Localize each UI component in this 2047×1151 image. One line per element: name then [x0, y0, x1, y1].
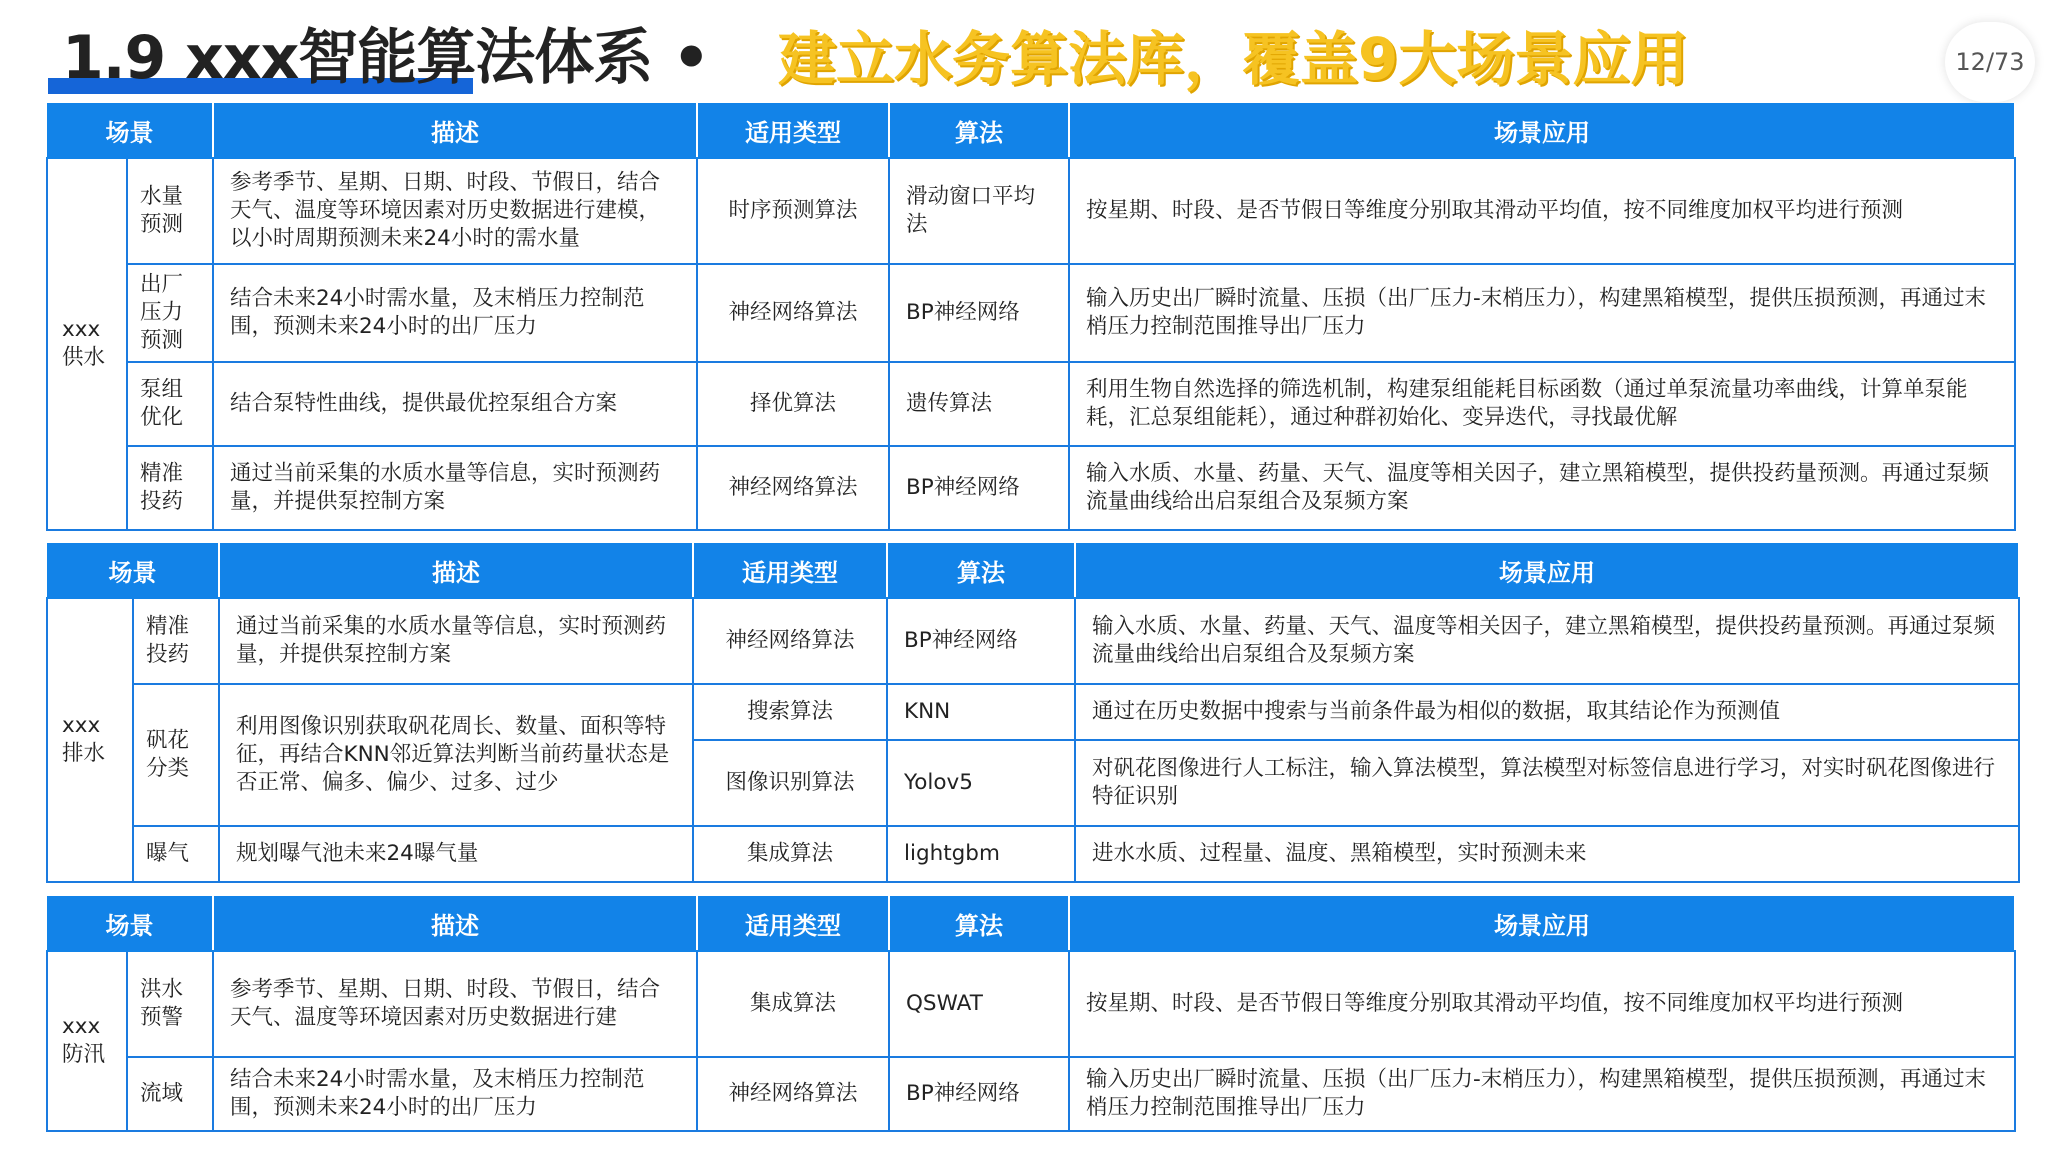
sub-scene: 水量预测 [127, 158, 213, 264]
desc-cell: 参考季节、星期、日期、时段、节假日，结合天气、温度等环境因素对历史数据进行建 [213, 951, 697, 1057]
sub-scene: 流域 [127, 1057, 213, 1131]
algo-cell: BP神经网络 [889, 264, 1069, 362]
sub-scene: 精准投药 [127, 446, 213, 530]
algo-cell: BP神经网络 [887, 598, 1075, 684]
sub-scene: 矾花分类 [133, 684, 219, 826]
page-number: 12/73 [1945, 22, 2035, 102]
desc-cell: 结合未来24小时需水量，及末梢压力控制范围，预测未来24小时的出厂压力 [213, 1057, 697, 1131]
table-water-supply [46, 103, 2016, 531]
type-cell: 时序预测算法 [697, 158, 889, 264]
type-cell: 图像识别算法 [693, 740, 887, 826]
desc-cell: 结合泵特性曲线，提供最优控泵组合方案 [213, 362, 697, 446]
sub-scene: 精准投药 [133, 598, 219, 684]
type-cell: 神经网络算法 [697, 1057, 889, 1131]
page-title: 1.9 xxx智能算法体系 • [62, 23, 710, 93]
sub-scene: 曝气 [133, 826, 219, 882]
sub-scene: 出厂压力预测 [127, 264, 213, 362]
desc-cell: 规划曝气池未来24曝气量 [219, 826, 693, 882]
table-row [47, 264, 2015, 362]
app-cell: 进水水质、过程量、温度、黑箱模型，实时预测未来 [1075, 826, 2019, 882]
app-cell: 输入水质、水量、药量、天气、温度等相关因子，建立黑箱模型，提供投药量预测。再通过泵频流量曲线给出启泵组合及泵频方案 [1075, 598, 2019, 684]
type-cell: 神经网络算法 [697, 446, 889, 530]
app-cell: 输入历史出厂瞬时流量、压损（出厂压力-末梢压力），构建黑箱模型，提供压损预测，再通过末梢压力控制范围推导出厂压力 [1069, 264, 2015, 362]
app-cell: 按星期、时段、是否节假日等维度分别取其滑动平均值，按不同维度加权平均进行预测 [1069, 951, 2015, 1057]
header-app: 场景应用 [1075, 543, 2019, 598]
table-row [47, 1057, 2015, 1131]
app-cell: 通过在历史数据中搜索与当前条件最为相似的数据，取其结论作为预测值 [1075, 684, 2019, 740]
desc-cell: 通过当前采集的水质水量等信息，实时预测药量，并提供泵控制方案 [219, 598, 693, 684]
type-cell: 神经网络算法 [693, 598, 887, 684]
table-header-row [47, 543, 2019, 598]
table-row [47, 684, 2019, 740]
header-algo: 算法 [887, 543, 1075, 598]
table-header-row [47, 103, 2015, 158]
sub-scene: 泵组优化 [127, 362, 213, 446]
app-cell: 输入水质、水量、药量、天气、温度等相关因子，建立黑箱模型，提供投药量预测。再通过泵频流量曲线给出启泵组合及泵频方案 [1069, 446, 2015, 530]
app-cell: 对矾花图像进行人工标注，输入算法模型，算法模型对标签信息进行学习，对实时矾花图像进行特征识别 [1075, 740, 2019, 826]
group-label: xxx供水 [47, 158, 127, 530]
app-cell: 按星期、时段、是否节假日等维度分别取其滑动平均值，按不同维度加权平均进行预测 [1069, 158, 2015, 264]
algo-cell: 滑动窗口平均法 [889, 158, 1069, 264]
header-scene: 场景 [47, 103, 213, 158]
table-row [47, 826, 2019, 882]
type-cell: 搜索算法 [693, 684, 887, 740]
header-scene: 场景 [47, 896, 213, 951]
page-subtitle: 建立水务算法库，覆盖9大场景应用 [778, 25, 1689, 93]
sub-scene: 洪水预警 [127, 951, 213, 1057]
type-cell: 神经网络算法 [697, 264, 889, 362]
header-type: 适用类型 [693, 543, 887, 598]
header-scene: 场景 [47, 543, 219, 598]
algo-cell: BP神经网络 [889, 446, 1069, 530]
desc-cell: 通过当前采集的水质水量等信息，实时预测药量，并提供泵控制方案 [213, 446, 697, 530]
table-drainage [46, 543, 2020, 883]
type-cell: 择优算法 [697, 362, 889, 446]
group-label: xxx防汛 [47, 951, 127, 1131]
desc-cell: 利用图像识别获取矾花周长、数量、面积等特征，再结合KNN邻近算法判断当前药量状态是否正常、偏多、偏少、过多、过少 [219, 684, 693, 826]
table-row [47, 446, 2015, 530]
header-desc: 描述 [213, 896, 697, 951]
table-row [47, 158, 2015, 264]
app-cell: 利用生物自然选择的筛选机制，构建泵组能耗目标函数（通过单泵流量功率曲线，计算单泵能耗，汇总泵组能耗），通过种群初始化、变异迭代，寻找最优解 [1069, 362, 2015, 446]
header-app: 场景应用 [1069, 103, 2015, 158]
header-desc: 描述 [213, 103, 697, 158]
header-algo: 算法 [889, 896, 1069, 951]
table-flood-control [46, 896, 2016, 1132]
algo-cell: BP神经网络 [889, 1057, 1069, 1131]
header-type: 适用类型 [697, 896, 889, 951]
header-type: 适用类型 [697, 103, 889, 158]
table-row [47, 951, 2015, 1057]
algo-cell: 遗传算法 [889, 362, 1069, 446]
algo-cell: KNN [887, 684, 1075, 740]
algo-cell: QSWAT [889, 951, 1069, 1057]
header-app: 场景应用 [1069, 896, 2015, 951]
type-cell: 集成算法 [697, 951, 889, 1057]
table-header-row [47, 896, 2015, 951]
type-cell: 集成算法 [693, 826, 887, 882]
algo-cell: Yolov5 [887, 740, 1075, 826]
table-row [47, 598, 2019, 684]
algo-cell: lightgbm [887, 826, 1075, 882]
group-label: xxx排水 [47, 598, 133, 882]
header-algo: 算法 [889, 103, 1069, 158]
table-row [47, 362, 2015, 446]
header-desc: 描述 [219, 543, 693, 598]
app-cell: 输入历史出厂瞬时流量、压损（出厂压力-末梢压力），构建黑箱模型，提供压损预测，再通过末梢压力控制范围推导出厂压力 [1069, 1057, 2015, 1131]
desc-cell: 参考季节、星期、日期、时段、节假日，结合天气、温度等环境因素对历史数据进行建模，以小时周期预测未来24小时的需水量 [213, 158, 697, 264]
desc-cell: 结合未来24小时需水量，及末梢压力控制范围，预测未来24小时的出厂压力 [213, 264, 697, 362]
